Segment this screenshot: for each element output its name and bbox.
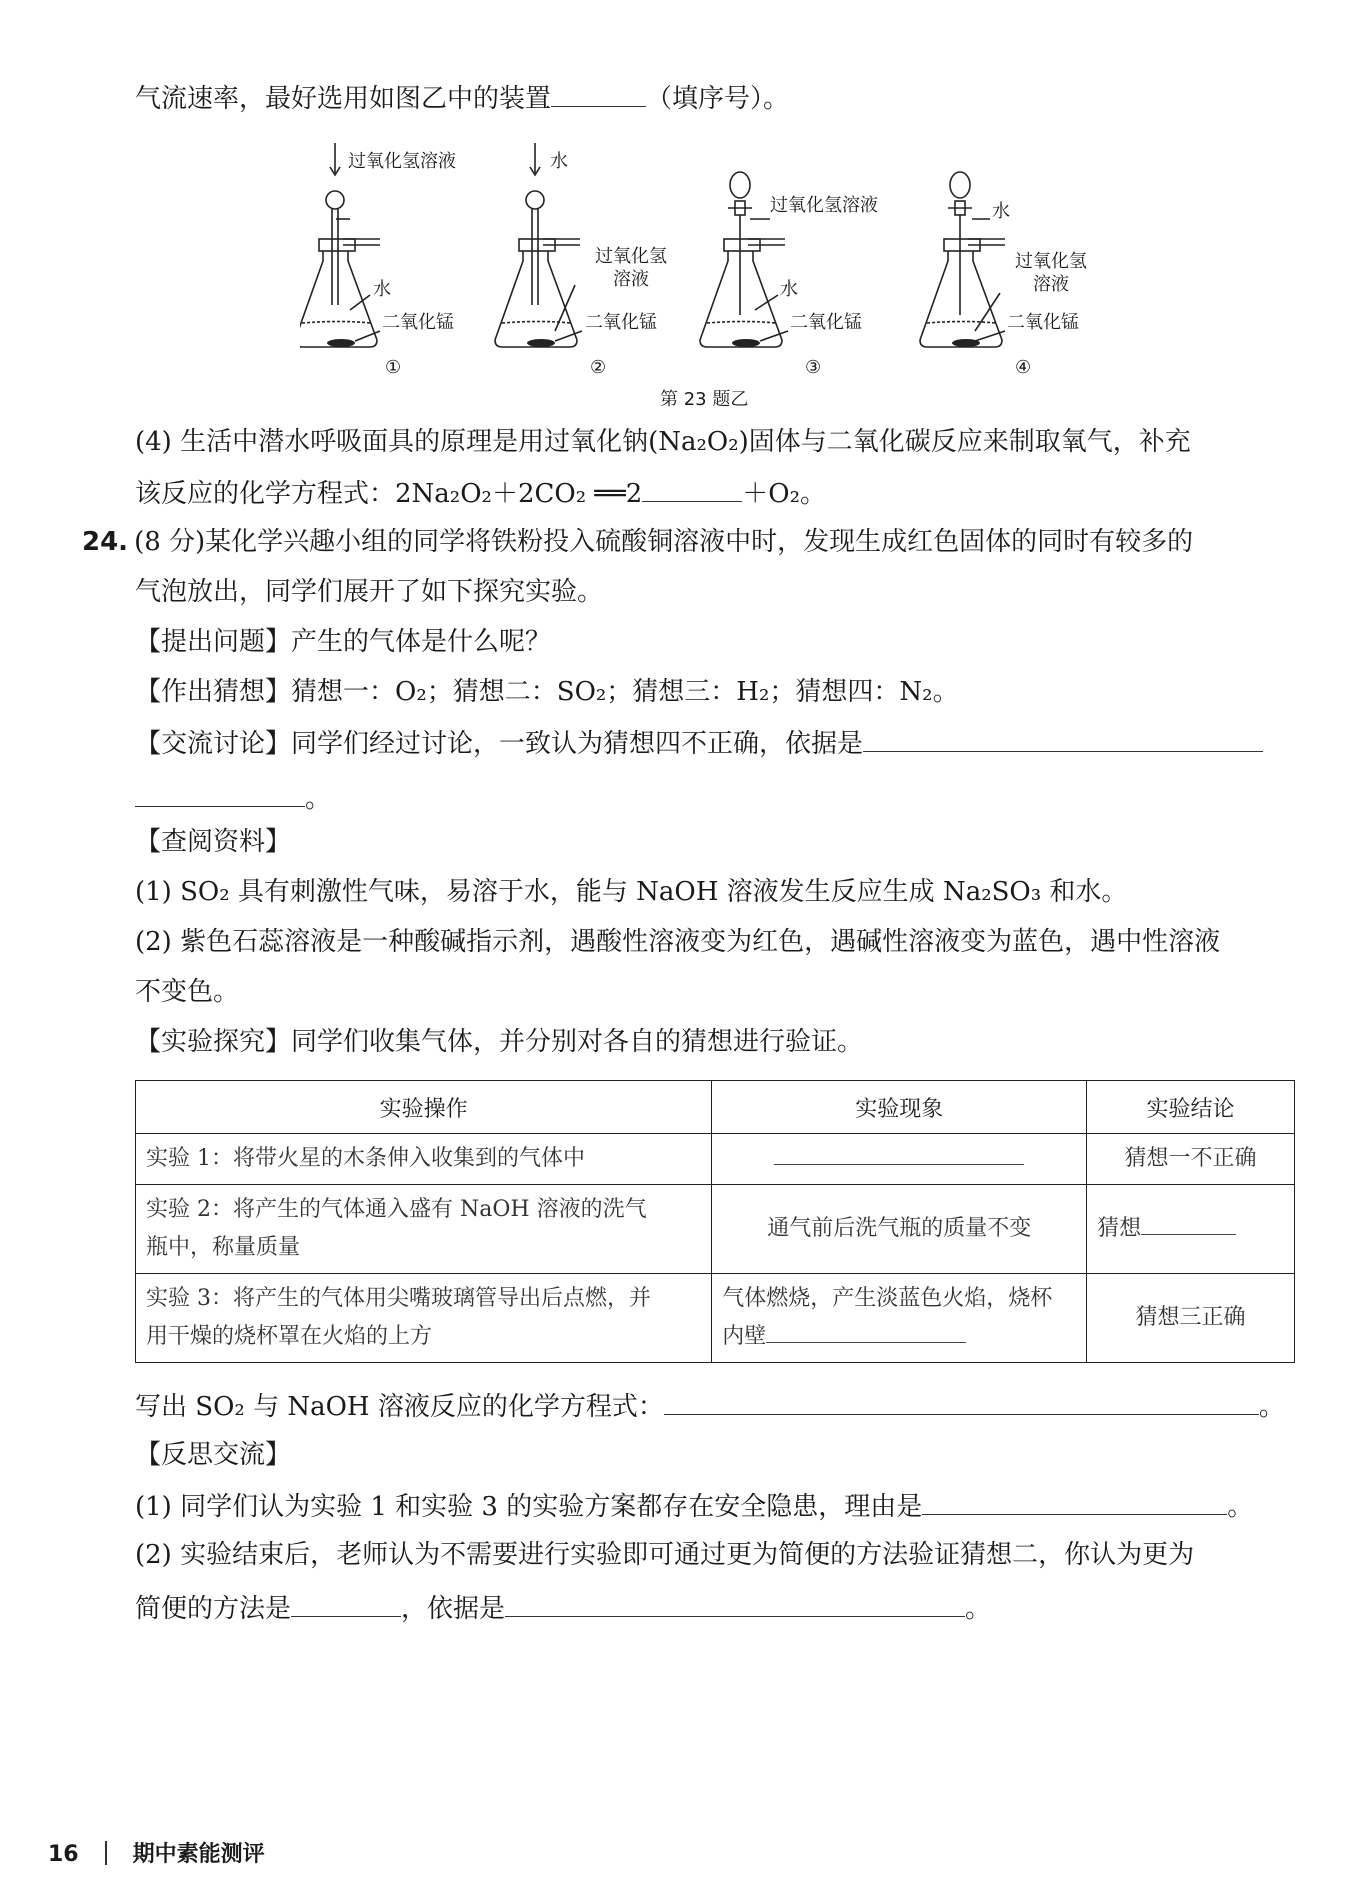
label-mno2-2: 二氧化锰 xyxy=(585,312,657,333)
label-h2o2-4a: 过氧化氢 xyxy=(1015,251,1087,272)
table-header: 实验操作 xyxy=(136,1081,712,1134)
answer-blank[interactable] xyxy=(774,1142,1024,1165)
text: 简便的方法是 xyxy=(135,1594,292,1624)
footer-title: 期中素能测评 xyxy=(132,1842,265,1867)
question-line xyxy=(135,575,603,609)
answer-blank[interactable] xyxy=(1141,1212,1236,1235)
section-line xyxy=(135,725,1263,761)
table-cell: 实验 1：将带火星的木条伸入收集到的气体中 xyxy=(136,1134,712,1185)
text: （填序号）。 xyxy=(646,84,790,114)
cell-line: 实验 2：将产生的气体通入盛有 NaOH 溶液的洗气 xyxy=(146,1197,647,1222)
label-h2o2-2a: 过氧化氢 xyxy=(595,246,667,267)
text: 。 xyxy=(1258,1392,1285,1422)
answer-blank[interactable] xyxy=(863,725,1263,752)
answer-blank[interactable] xyxy=(551,80,646,107)
table-row xyxy=(136,1274,1295,1363)
table-header: 实验现象 xyxy=(712,1081,1087,1134)
label-water-3: 水 xyxy=(780,279,798,300)
figure-caption: 第 23 题乙 xyxy=(660,389,749,410)
text: (1) 同学们认为实验 1 和实验 3 的实验方案都存在安全隐患，理由是 xyxy=(135,1492,923,1522)
cell-text: 内壁 xyxy=(722,1324,767,1349)
table-header: 实验结论 xyxy=(1087,1081,1295,1134)
text: (8 分)某化学兴趣小组的同学将铁粉投入硫酸铜溶液中时，发现生成红色固体的同时有较多的 xyxy=(134,527,1194,557)
answer-blank[interactable] xyxy=(505,1590,965,1617)
section-line xyxy=(135,925,1220,959)
text: 。 xyxy=(965,1594,992,1624)
text: (2) 实验结束后，老师认为不需要进行实验即可通过更为简便的方法验证猜想二，你认为更为 xyxy=(135,1540,1195,1570)
number-2: ② xyxy=(590,357,607,378)
text: (1) SO₂ 具有刺激性气味，易溶于水，能与 NaOH 溶液发生反应生成 Na₂SO₃ 和水。 xyxy=(135,877,1128,907)
table-cell: 猜想三正确 xyxy=(1087,1274,1295,1363)
answer-blank[interactable] xyxy=(291,1590,401,1617)
text: 该反应的化学方程式：2Na₂O₂＋2CO₂ ══2 xyxy=(135,479,643,509)
number-4: ④ xyxy=(1015,357,1032,378)
table-cell: 通气前后洗气瓶的质量不变 xyxy=(712,1185,1087,1274)
question-line xyxy=(135,475,826,511)
cell-text: 猜想 xyxy=(1097,1216,1142,1241)
section-tag: 【查阅资料】 xyxy=(135,827,292,857)
table-cell: 猜想一不正确 xyxy=(1087,1134,1295,1185)
question-line xyxy=(135,1488,1253,1524)
question-line xyxy=(135,1590,991,1626)
section-line xyxy=(135,625,551,659)
table-cell xyxy=(1087,1185,1295,1274)
text: (4) 生活中潜水呼吸面具的原理是用过氧化钠(Na₂O₂)固体与二氧化碳反应来制取氧气，补充 xyxy=(135,427,1191,457)
text: 。 xyxy=(1227,1492,1254,1522)
table-row xyxy=(136,1134,1295,1185)
text: 同学们经过讨论，一致认为猜想四不正确，依据是 xyxy=(291,729,864,759)
text: 同学们收集气体，并分别对各自的猜想进行验证。 xyxy=(291,1027,864,1057)
footer-divider xyxy=(105,1841,107,1865)
section-line xyxy=(135,1025,863,1059)
label-top-3: 过氧化氢溶液 xyxy=(770,195,878,216)
section-line xyxy=(135,780,331,816)
section-tag: 【提出问题】 xyxy=(135,627,292,657)
section-tag: 【实验探究】 xyxy=(135,1027,292,1057)
label-h2o2-2b: 溶液 xyxy=(613,269,649,290)
label-mno2-3: 二氧化锰 xyxy=(790,312,862,333)
experiment-table xyxy=(135,1080,1295,1363)
label-top-4: 水 xyxy=(992,201,1010,222)
cell-line: 瓶中，称量质量 xyxy=(146,1235,301,1260)
apparatus-figure xyxy=(300,135,1087,415)
number-3: ③ xyxy=(805,357,822,378)
flask-diagram xyxy=(300,135,1080,415)
section-tag: 【交流讨论】 xyxy=(135,729,292,759)
section-line xyxy=(135,875,1127,909)
answer-blank[interactable] xyxy=(642,475,742,502)
answer-blank[interactable] xyxy=(922,1488,1227,1515)
text: (2) 紫色石蕊溶液是一种酸碱指示剂，遇酸性溶液变为红色，遇碱性溶液变为蓝色，遇中性溶液 xyxy=(135,927,1221,957)
section-tag: 【反思交流】 xyxy=(135,1440,292,1470)
answer-blank[interactable] xyxy=(135,780,305,807)
page-footer xyxy=(48,1837,265,1868)
label-mno2-4: 二氧化锰 xyxy=(1007,312,1079,333)
section-tag: 【作出猜想】 xyxy=(135,677,292,707)
question-line xyxy=(135,1538,1194,1572)
text: 不变色。 xyxy=(135,977,240,1007)
question-number: 24. xyxy=(82,527,129,557)
answer-blank[interactable] xyxy=(664,1388,1259,1415)
table-cell xyxy=(712,1134,1087,1185)
table-header-row xyxy=(136,1081,1295,1134)
page-number: 16 xyxy=(48,1842,79,1867)
question-line xyxy=(82,525,1193,559)
text: 产生的气体是什么呢？ xyxy=(291,627,552,657)
text: ，依据是 xyxy=(401,1594,506,1624)
cell-line: 实验 3：将产生的气体用尖嘴玻璃管导出后点燃，并 xyxy=(146,1286,651,1311)
text: 写出 SO₂ 与 NaOH 溶液反应的化学方程式： xyxy=(135,1392,664,1422)
section-line xyxy=(135,1438,291,1472)
table-row xyxy=(136,1185,1295,1274)
label-h2o2-4b: 溶液 xyxy=(1033,274,1069,295)
table-cell xyxy=(712,1274,1087,1363)
cell-line: 用干燥的烧杯罩在火焰的上方 xyxy=(146,1324,433,1349)
question-line xyxy=(135,425,1191,459)
label-water-1: 水 xyxy=(373,279,391,300)
text: 。 xyxy=(305,784,332,814)
section-line xyxy=(135,675,959,709)
answer-blank[interactable] xyxy=(766,1320,966,1343)
text: 气流速率，最好选用如图乙中的装置 xyxy=(135,84,552,114)
section-line xyxy=(135,975,239,1009)
table-cell xyxy=(136,1185,712,1274)
section-line xyxy=(135,825,291,859)
label-top-2: 水 xyxy=(550,151,568,172)
question-line xyxy=(135,1388,1285,1424)
cell-line: 气体燃烧，产生淡蓝色火焰，烧杯 xyxy=(722,1286,1053,1311)
text: ＋O₂。 xyxy=(742,479,826,509)
question-line xyxy=(135,80,789,116)
label-top-1: 过氧化氢溶液 xyxy=(348,151,456,172)
label-mno2-1: 二氧化锰 xyxy=(382,312,454,333)
text: 气泡放出，同学们展开了如下探究实验。 xyxy=(135,577,604,607)
table-cell xyxy=(136,1274,712,1363)
cell-line xyxy=(722,1318,1076,1356)
text: 猜想一：O₂；猜想二：SO₂；猜想三：H₂；猜想四：N₂。 xyxy=(291,677,959,707)
number-1: ① xyxy=(385,357,402,378)
